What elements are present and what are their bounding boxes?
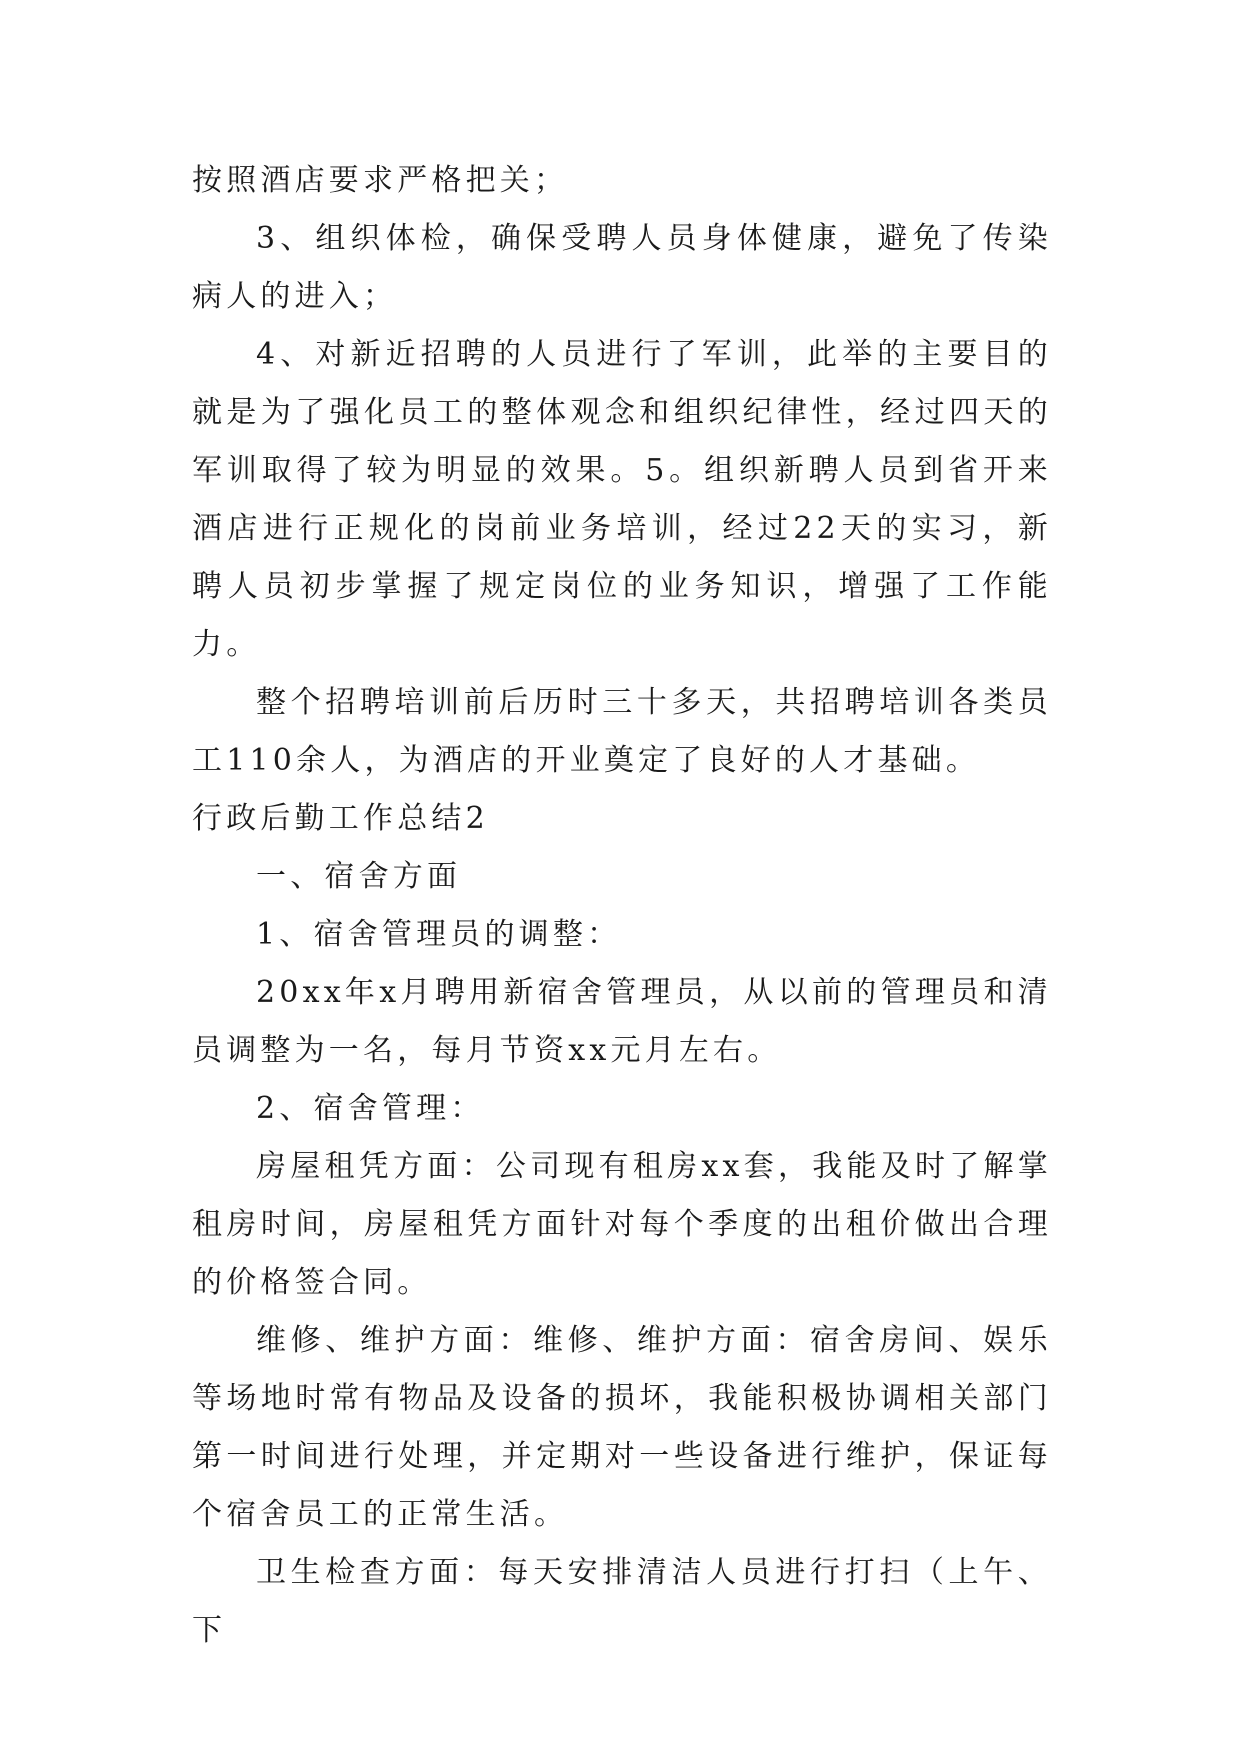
- paragraph-summary: 整个招聘培训前后历时三十多天，共招聘培训各类员工110余人，为酒店的开业奠定了良好的人才基础。: [192, 685, 1052, 778]
- section-heading-dormitory: 一、宿舍方面: [256, 859, 462, 894]
- document-body: [192, 152, 1052, 1660]
- paragraph-item-3: 3、组织体检，确保受聘人员身体健康，避免了传染病人的进入；: [192, 221, 1052, 314]
- paragraph-continuation: 按照酒店要求严格把关；: [192, 163, 569, 198]
- subheading-manager-adjustment: 1、宿舍管理员的调整：: [256, 917, 622, 952]
- section-title: 行政后勤工作总结2: [192, 801, 489, 836]
- paragraph-maintenance: 维修、维护方面：维修、维护方面：宿舍房间、娱乐等场地时常有物品及设备的损坏，我能积极协调相关部门第一时间进行处理，并定期对一些设备进行维护，保证每个宿舍员工的正常生活。: [192, 1323, 1052, 1532]
- subheading-dormitory-management: 2、宿舍管理：: [256, 1091, 485, 1126]
- paragraph-manager-adjustment: 20xx年x月聘用新宿舍管理员，从以前的管理员和清员调整为一名，每月节资xx元月左右。: [192, 975, 1052, 1068]
- paragraph-hygiene-inspection: 卫生检查方面：每天安排清洁人员进行打扫（上午、下: [192, 1555, 1052, 1648]
- paragraph-item-4: 4、对新近招聘的人员进行了军训，此举的主要目的就是为了强化员工的整体观念和组织纪律性，经过四天的军训取得了较为明显的效果。5。组织新聘人员到省开来酒店进行正规化的岗前业务培训，经过22天的实习，新聘人员初步掌握了规定岗位的业务知识，增强了工作能力。: [192, 337, 1052, 662]
- paragraph-housing-rental: 房屋租凭方面：公司现有租房xx套，我能及时了解掌租房时间，房屋租凭方面针对每个季度的出租价做出合理的价格签合同。: [192, 1149, 1052, 1300]
